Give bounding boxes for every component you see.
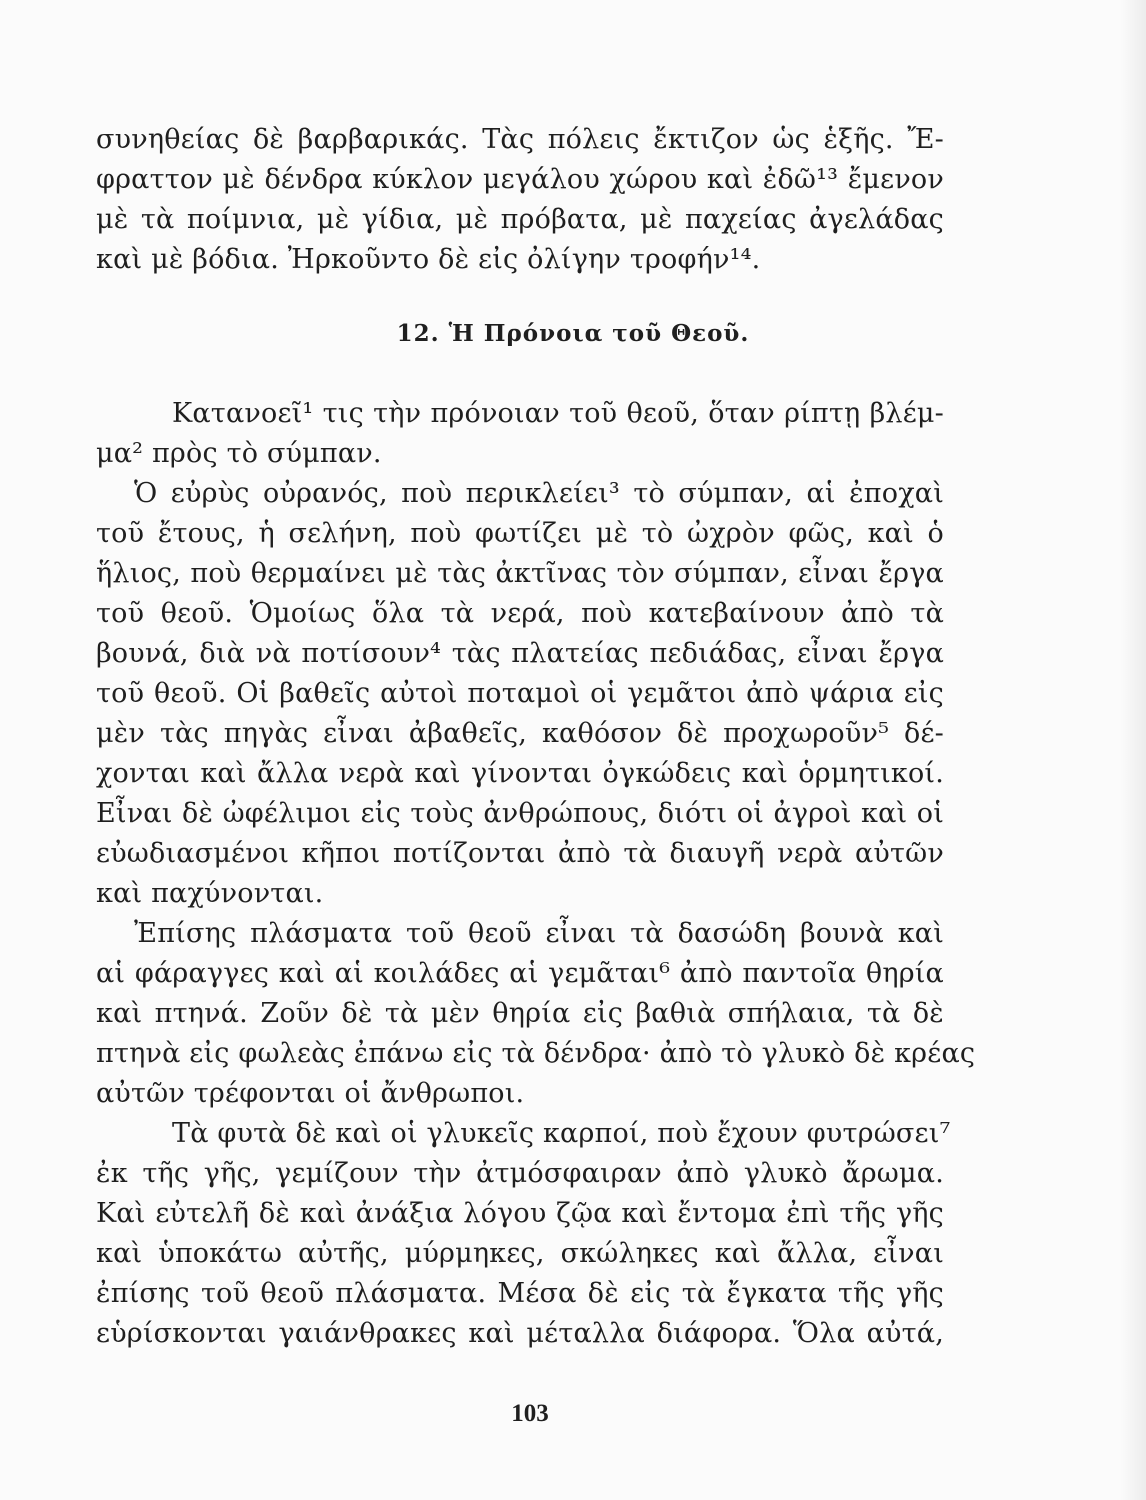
text-line: χονται καὶ ἄλλα νερὰ καὶ γίνονται ὀγκώδεις καὶ ὁρμητικοί. <box>96 758 944 789</box>
text-line: μὲ τὰ ποίμνια, μὲ γίδια, μὲ πρόβατα, μὲ παχείας ἀγελάδας <box>96 204 944 235</box>
text-line: Καὶ εὐτελῆ δὲ καὶ ἀνάξια λόγου ζῷα καὶ ἔντομα ἐπὶ τῆς γῆς <box>96 1198 944 1229</box>
text-line: φραττον μὲ δένδρα κύκλον μεγάλου χώρου καὶ ἐδῶ¹³ ἔμενον <box>96 164 944 195</box>
text-line: καὶ μὲ βόδια. Ἠρκοῦντο δὲ εἰς ὀλίγην τροφήν¹⁴. <box>96 244 761 275</box>
previous-section-text <box>96 120 944 280</box>
text-line: πτηνὰ εἰς φωλεὰς ἐπάνω εἰς τὰ δένδρα· ἀπὸ τὸ γλυκὸ δὲ κρέας <box>96 1038 976 1069</box>
text-line: ἐκ τῆς γῆς, γεμίζουν τὴν ἀτμόσφαιραν ἀπὸ γλυκὸ ἄρωμα. <box>96 1158 944 1189</box>
text-line: εὐωδιασμένοι κῆποι ποτίζονται ἀπὸ τὰ διαυγῆ νερὰ αὐτῶν <box>96 838 944 869</box>
text-line: Κατανοεῖ¹ τις τὴν πρόνοιαν τοῦ θεοῦ, ὅταν ρίπτῃ βλέμ- <box>172 398 944 429</box>
section-body-text <box>96 394 976 1354</box>
text-line: αἱ φάραγγες καὶ αἱ κοιλάδες αἱ γεμᾶται⁶ ἀπὸ παντοῖα θηρία <box>96 958 944 989</box>
text-line: Ὁ εὐρὺς οὐρανός, ποὺ περικλείει³ τὸ σύμπαν, αἱ ἐποχαὶ <box>134 478 944 509</box>
text-line: μὲν τὰς πηγὰς εἶναι ἀβαθεῖς, καθόσον δὲ προχωροῦν⁵ δέ- <box>96 718 944 749</box>
text-line: μα² πρὸς τὸ σύμπαν. <box>96 438 382 469</box>
section-heading: 12. Ἡ Πρόνοια τοῦ Θεοῦ. <box>396 320 750 347</box>
text-line: βουνά, διὰ νὰ ποτίσουν⁴ τὰς πλατείας πεδιάδας, εἶναι ἔργα <box>96 638 944 669</box>
text-line: αὐτῶν τρέφονται οἱ ἄνθρωποι. <box>96 1078 525 1109</box>
text-line: Ἐπίσης πλάσματα τοῦ θεοῦ εἶναι τὰ δασώδη βουνὰ καὶ <box>134 918 944 949</box>
text-line: καὶ παχύνονται. <box>96 878 324 909</box>
text-line: τοῦ θεοῦ. Οἱ βαθεῖς αὐτοὶ ποταμοὶ οἱ γεμᾶτοι ἀπὸ ψάρια εἰς <box>96 678 944 709</box>
text-line: τοῦ θεοῦ. Ὁμοίως ὅλα τὰ νερά, ποὺ κατεβαίνουν ἀπὸ τὰ <box>96 598 944 629</box>
text-line: εὑρίσκονται γαιάνθρακες καὶ μέταλλα διάφορα. Ὅλα αὐτά, <box>96 1318 944 1349</box>
page-number: 103 <box>511 1400 549 1427</box>
text-line: συνηθείας δὲ βαρβαρικάς. Τὰς πόλεις ἔκτιζον ὡς ἑξῆς. Ἔ- <box>96 124 944 155</box>
text-line: Τὰ φυτὰ δὲ καὶ οἱ γλυκεῖς καρποί, ποὺ ἔχουν φυτρώσει⁷ <box>172 1118 951 1149</box>
text-line: ἥλιος, ποὺ θερμαίνει μὲ τὰς ἀκτῖνας τὸν σύμπαν, εἶναι ἔργα <box>96 558 944 589</box>
page-edge-shadow <box>1120 0 1146 1500</box>
text-line: τοῦ ἔτους, ἡ σελήνη, ποὺ φωτίζει μὲ τὸ ὠχρὸν φῶς, καὶ ὁ <box>96 518 944 549</box>
text-line: ἐπίσης τοῦ θεοῦ πλάσματα. Μέσα δὲ εἰς τὰ ἔγκατα τῆς γῆς <box>96 1278 944 1309</box>
text-line: καὶ ὑποκάτω αὐτῆς, μύρμηκες, σκώληκες καὶ ἄλλα, εἶναι <box>96 1238 944 1269</box>
text-line: Εἶναι δὲ ὠφέλιμοι εἰς τοὺς ἀνθρώπους, διότι οἱ ἀγροὶ καὶ οἱ <box>96 798 944 829</box>
text-line: καὶ πτηνά. Ζοῦν δὲ τὰ μὲν θηρία εἰς βαθιὰ σπήλαια, τὰ δὲ <box>96 998 944 1029</box>
